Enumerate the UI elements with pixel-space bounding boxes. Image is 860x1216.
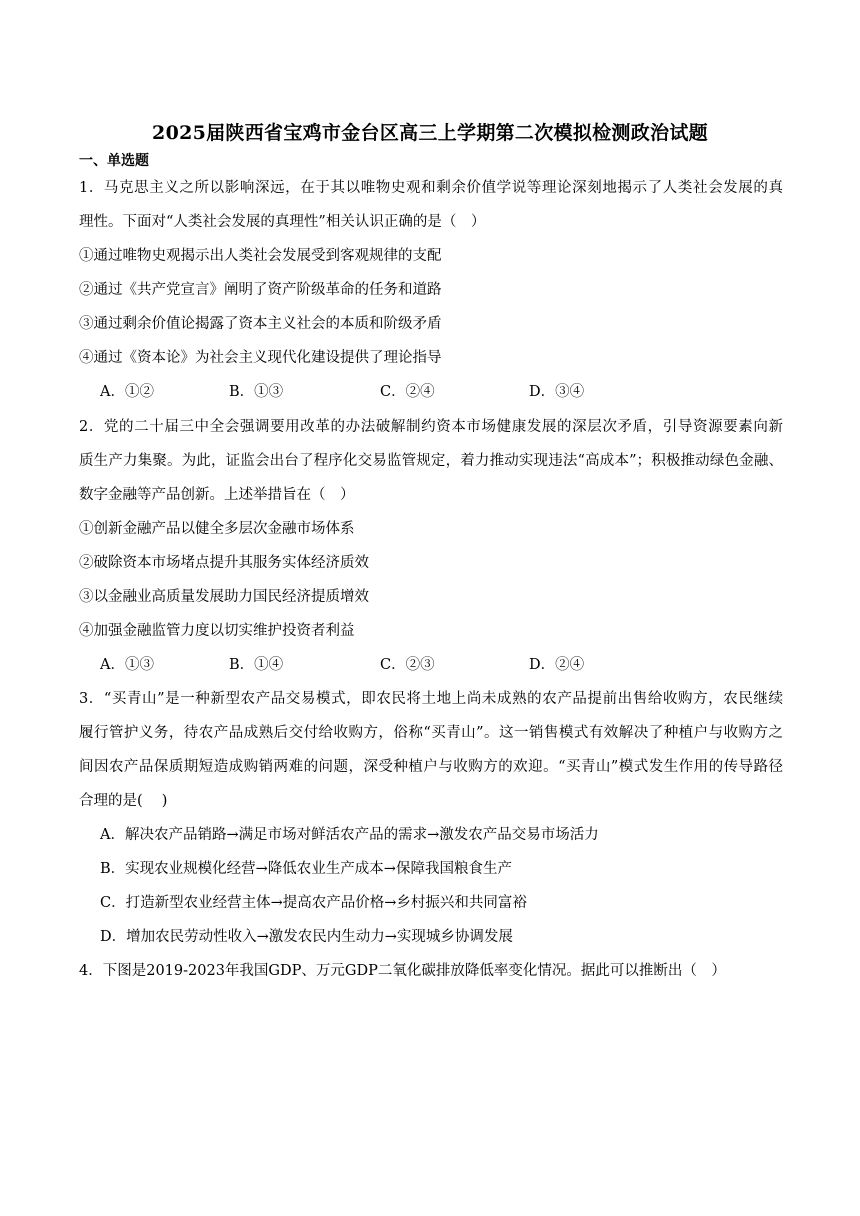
q1-option-d[interactable]: D．③④	[529, 384, 585, 400]
q1-item-4: ④通过《资本论》为社会主义现代化建设提供了理论指导	[79, 350, 442, 366]
q2-item-1: ①创新金融产品以健全多层次金融市场体系	[79, 521, 355, 537]
q3-option-c[interactable]: C．打造新型农业经营主体→提高农产品价格→乡村振兴和共同富裕	[100, 895, 527, 911]
q2-option-d[interactable]: D．②④	[529, 657, 585, 673]
q1-stem-line1: 1．马克思主义之所以影响深远，在于其以唯物史观和剩余价值学说等理论深刻地揭示了人类社会发展的真	[79, 180, 783, 196]
q1-option-b[interactable]: B．①③	[229, 384, 284, 400]
q2-option-a[interactable]: A．①③	[100, 657, 154, 673]
q1-option-c[interactable]: C．②④	[380, 384, 435, 400]
q2-stem-line1: 2．党的二十届三中全会强调要用改革的办法破解制约资本市场健康发展的深层次矛盾，引导资源要素向新	[79, 419, 783, 435]
q3-option-b[interactable]: B．实现农业规模化经营→降低农业生产成本→保障我国粮食生产	[100, 861, 512, 877]
q2-stem-line2: 质生产力集聚。为此，证监会出台了程序化交易监管规定，着力推动实现违法“高成本”；积极推动绿色金融、	[79, 453, 783, 469]
q3-option-d[interactable]: D．增加农民劳动性收入→激发农民内生动力→实现城乡协调发展	[100, 929, 513, 945]
q2-item-4: ④加强金融监管力度以切实维护投资者利益	[79, 623, 355, 639]
q4-stem-line1: 4．下图是2019-2023年我国GDP、万元GDP二氧化碳排放降低率变化情况。据此可以推断出（ ）	[79, 963, 726, 979]
q1-item-2: ②通过《共产党宣言》阐明了资产阶级革命的任务和道路	[79, 282, 442, 298]
q2-stem-line3: 数字金融等产品创新。上述举措旨在（ ）	[79, 487, 355, 503]
document-title: 2025届陕西省宝鸡市金台区高三上学期第二次模拟检测政治试题	[152, 122, 708, 144]
q2-item-3: ③以金融业高质量发展助力国民经济提质增效	[79, 589, 369, 605]
q1-option-a[interactable]: A．①②	[100, 384, 154, 400]
q1-stem-line2: 理性。下面对“人类社会发展的真理性”相关认识正确的是（ ）	[79, 214, 486, 230]
q3-stem-line3: 间因农产品保质期短造成购销两难的问题，深受种植户与收购方的欢迎。“买青山”模式发生作用的传导路径	[79, 759, 783, 775]
q1-item-3: ③通过剩余价值论揭露了资本主义社会的本质和阶级矛盾	[79, 316, 442, 332]
section-heading: 一、单选题	[79, 153, 149, 169]
q2-option-c[interactable]: C．②③	[380, 657, 435, 673]
q2-option-b[interactable]: B．①④	[229, 657, 284, 673]
q3-stem-line4: 合理的是( )	[79, 793, 168, 809]
q2-item-2: ②破除资本市场堵点提升其服务实体经济质效	[79, 555, 369, 571]
q3-stem-line1: 3．“买青山”是一种新型农产品交易模式，即农民将土地上尚未成熟的农产品提前出售给收购方，农民继续	[79, 691, 783, 707]
q3-stem-line2: 履行管护义务，待农产品成熟后交付给收购方，俗称“买青山”。这一销售模式有效解决了种植户与收购方之	[79, 725, 783, 741]
q1-item-1: ①通过唯物史观揭示出人类社会发展受到客观规律的支配	[79, 248, 442, 264]
q3-option-a[interactable]: A．解决农产品销路→满足市场对鲜活农产品的需求→激发农产品交易市场活力	[100, 827, 599, 843]
